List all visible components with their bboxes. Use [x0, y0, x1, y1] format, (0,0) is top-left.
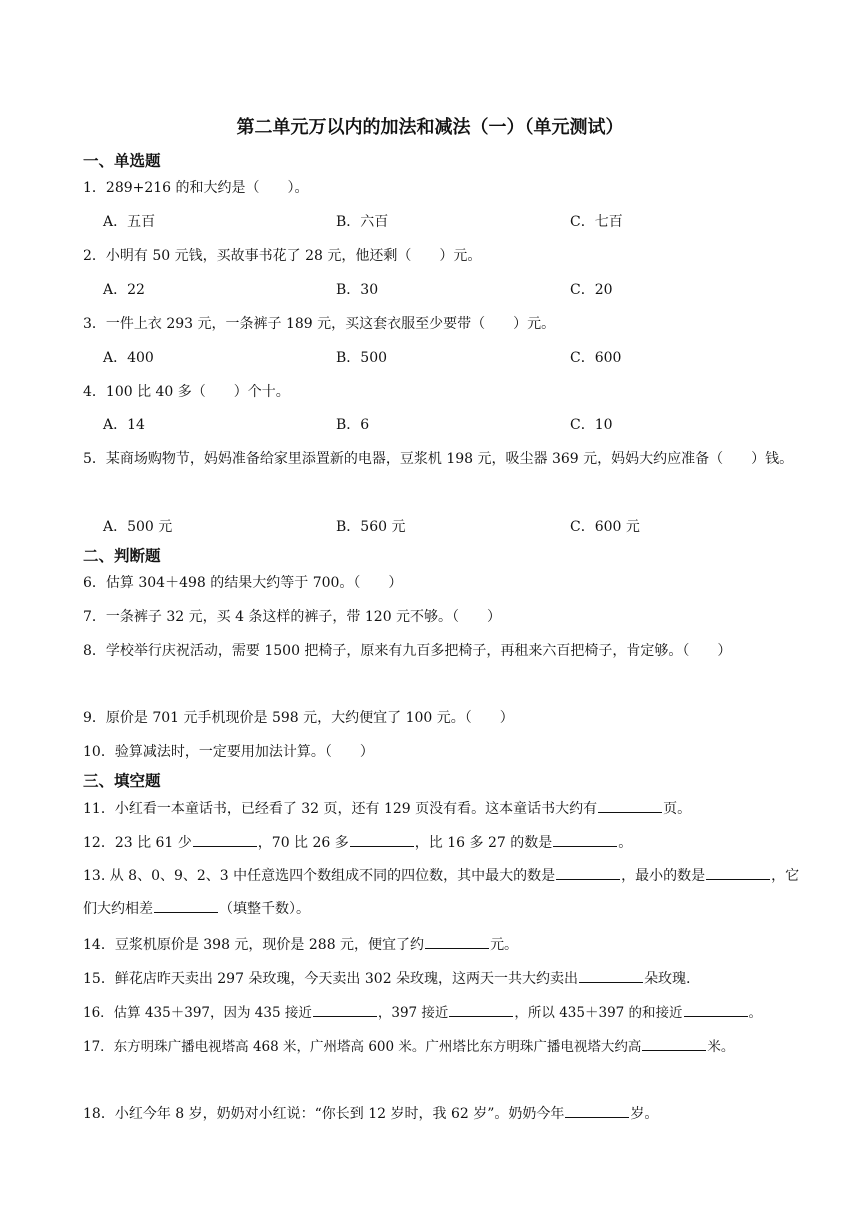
question-10: 10．验算减法时，一定要用加法计算。（ ） — [83, 744, 374, 760]
answer-blank[interactable] — [313, 1001, 377, 1017]
question-4-stem: 4．100 比 40 多（ ）个十。 — [83, 384, 290, 400]
section-heading-single-choice: 一、单选题 — [83, 152, 161, 170]
question-1-option-a: A．五百 — [103, 214, 156, 230]
question-17 — [83, 1035, 734, 1058]
question-17-text-2: 米。 — [707, 1039, 735, 1055]
question-15-text-2: 朵玫瑰. — [644, 971, 691, 987]
question-9: 9．原价是 701 元手机现价是 598 元，大约便宜了 100 元。（ ） — [83, 710, 514, 726]
answer-blank[interactable] — [553, 831, 617, 847]
answer-blank[interactable] — [556, 864, 620, 880]
question-2-option-b: B．30 — [336, 282, 379, 298]
question-12 — [83, 831, 632, 854]
question-5-option-a: A．500 元 — [103, 519, 173, 535]
question-16-text-4: 。 — [748, 1005, 763, 1021]
question-12-text-3: ，比 16 多 27 的数是 — [414, 835, 553, 851]
question-14 — [83, 933, 518, 956]
question-3-option-a: A．400 — [103, 350, 154, 366]
question-11-text-1: 11．小红看一本童话书，已经看了 32 页，还有 129 页没有看。这本童话书大约有 — [83, 801, 598, 817]
question-16-text-1: 16．估算 435＋397，因为 435 接近 — [83, 1005, 312, 1021]
question-13-text-1: 13. 从 8、0、9、2、3 中任意选四个数组成不同的四位数，其中最大的数是 — [83, 868, 556, 884]
question-11 — [83, 797, 691, 820]
answer-blank[interactable] — [706, 864, 770, 880]
question-12-text-4: 。 — [618, 835, 633, 851]
question-8: 8．学校举行庆祝活动，需要 1500 把椅子，原来有九百多把椅子，再租来六百把椅子，肯定够。（ ） — [83, 643, 732, 659]
question-12-text-1: 12．23 比 61 少 — [83, 835, 192, 851]
question-4-option-b: B．6 — [336, 417, 370, 433]
question-16 — [83, 1001, 762, 1024]
question-13-text-3: ，它们大约相差 — [83, 868, 800, 917]
question-13-text-2: ，最小的数是 — [621, 868, 706, 884]
question-15-text-1: 15．鲜花店昨天卖出 297 朵玫瑰，今天卖出 302 朵玫瑰，这两天一共大约卖出 — [83, 971, 579, 987]
question-18 — [83, 1102, 658, 1125]
answer-blank[interactable] — [684, 1001, 748, 1017]
question-4-option-a: A．14 — [103, 417, 145, 433]
answer-blank[interactable] — [154, 897, 218, 913]
question-3-stem: 3．一件上衣 293 元，一条裤子 189 元，买这套衣服至少要带（ ）元。 — [83, 316, 556, 332]
question-3-option-c: C．600 — [570, 350, 622, 366]
answer-blank[interactable] — [642, 1035, 706, 1051]
answer-blank[interactable] — [598, 797, 662, 813]
answer-blank[interactable] — [350, 831, 414, 847]
page-title: 第二单元万以内的加法和减法（一）（单元测试） — [236, 117, 624, 138]
question-1-option-b: B．六百 — [336, 214, 389, 230]
question-16-text-2: ，397 接近 — [377, 1005, 449, 1021]
question-15 — [83, 967, 691, 990]
question-17-text-1: 17．东方明珠广播电视塔高 468 米，广州塔高 600 米。广州塔比东方明珠广播电视塔大约高 — [83, 1039, 642, 1055]
question-2-option-a: A．22 — [103, 282, 145, 298]
question-11-text-2: 页。 — [663, 801, 692, 817]
question-18-text-1: 18．小红今年 8 岁，奶奶对小红说：“你长到 12 岁时，我 62 岁”。奶奶今年 — [83, 1106, 565, 1122]
question-6: 6．估算 304＋498 的结果大约等于 700。（ ） — [83, 575, 403, 591]
question-18-text-2: 岁。 — [630, 1106, 659, 1122]
question-7: 7．一条裤子 32 元，买 4 条这样的裤子，带 120 元不够。（ ） — [83, 609, 502, 625]
question-13 — [83, 860, 813, 926]
question-2-stem: 2．小明有 50 元钱，买故事书花了 28 元，他还剩（ ）元。 — [83, 248, 482, 264]
question-3-option-b: B．500 — [336, 350, 388, 366]
question-5-stem: 5．某商场购物节，妈妈准备给家里添置新的电器，豆浆机 198 元，吸尘器 369 元，妈妈大约应准备（ ）钱。 — [83, 451, 794, 467]
question-12-text-2: ，70 比 26 多 — [257, 835, 349, 851]
answer-blank[interactable] — [193, 831, 257, 847]
question-5-option-b: B．560 元 — [336, 519, 406, 535]
question-1-option-c: C．七百 — [570, 214, 623, 230]
question-1-stem: 1．289+216 的和大约是（ ）。 — [83, 180, 309, 196]
section-heading-true-false: 二、判断题 — [83, 547, 161, 565]
question-16-text-3: ，所以 435＋397 的和接近 — [514, 1005, 683, 1021]
answer-blank[interactable] — [579, 967, 643, 983]
question-5-option-c: C．600 元 — [570, 519, 640, 535]
question-14-text-2: 元。 — [490, 937, 519, 953]
question-4-option-c: C．10 — [570, 417, 613, 433]
question-2-option-c: C．20 — [570, 282, 613, 298]
answer-blank[interactable] — [449, 1001, 513, 1017]
answer-blank[interactable] — [425, 933, 489, 949]
answer-blank[interactable] — [565, 1102, 629, 1118]
question-14-text-1: 14．豆浆机原价是 398 元，现价是 288 元，便宜了约 — [83, 937, 425, 953]
section-heading-fill-in: 三、填空题 — [83, 772, 161, 790]
question-13-text-4: （填整千数）。 — [219, 901, 310, 917]
